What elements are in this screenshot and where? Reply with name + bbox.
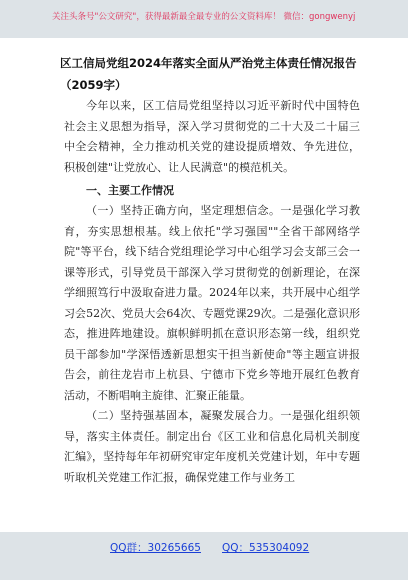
banner-promo-text: 关注头条号"公文研究"，获得最新最全最专业的公文资料库！ 微信：gongwenyj [52, 12, 356, 22]
body-paragraph-2: （二）坚持强基固本，凝聚发展合力。一是强化组织领导，落实主体责任。制定出台《区工业和信息化局机关制度汇编》，坚持每年年初研究审定年度机关党建计划，年中专题听取机关党建工作汇报，确保党建工作与业务工 [64, 409, 360, 484]
document-body [60, 52, 360, 488]
footer-qq-link[interactable]: QQ：535304092 [222, 542, 310, 554]
intro-paragraph: 今年以来，区工信局党组坚持以习近平新时代中国特色社会主义思想为指导，深入学习贯彻党的二十大及二十届三中全会精神，全力推动机关党的建设提质增效、争先进位，积极创建"让党放心、让人民满意"的模范机关。 [64, 99, 360, 174]
document-word-count: （2059字） [60, 78, 127, 92]
body-paragraph-1: （一）坚持正确方向，坚定理想信念。一是强化学习教育，夯实思想根基。线上依托"学习强国""全省干部网络学院"等平台，线下结合党组理论学习中心组学习会支部三会一课等形式，引导党员干部深入学习贯彻党的创新理论，在深学细照笃行中汲取奋进力量。2024年以来，共开展中心组学习会52次、党员大会64次、专题党课29次。二是强化意识形态，推进阵地建设。旗帜鲜明抓在意识形态第一线，组织党员干部参加"学深悟透新思想实干担当新使命"等主题宣讲报告会，前往龙岩市上杭县、宁德市下党乡等地开展红色教育活动，不断唱响主旋律、汇聚正能量。 [64, 204, 360, 402]
bottom-footer [0, 532, 408, 580]
footer-qq-group-link[interactable]: QQ群：30265665 [110, 542, 201, 554]
section-heading: 一、主要工作情况 [86, 184, 174, 197]
document-title: 区工信局党组2024年落实全面从严治党主体责任情况报告 [60, 56, 357, 70]
top-banner [0, 0, 408, 38]
